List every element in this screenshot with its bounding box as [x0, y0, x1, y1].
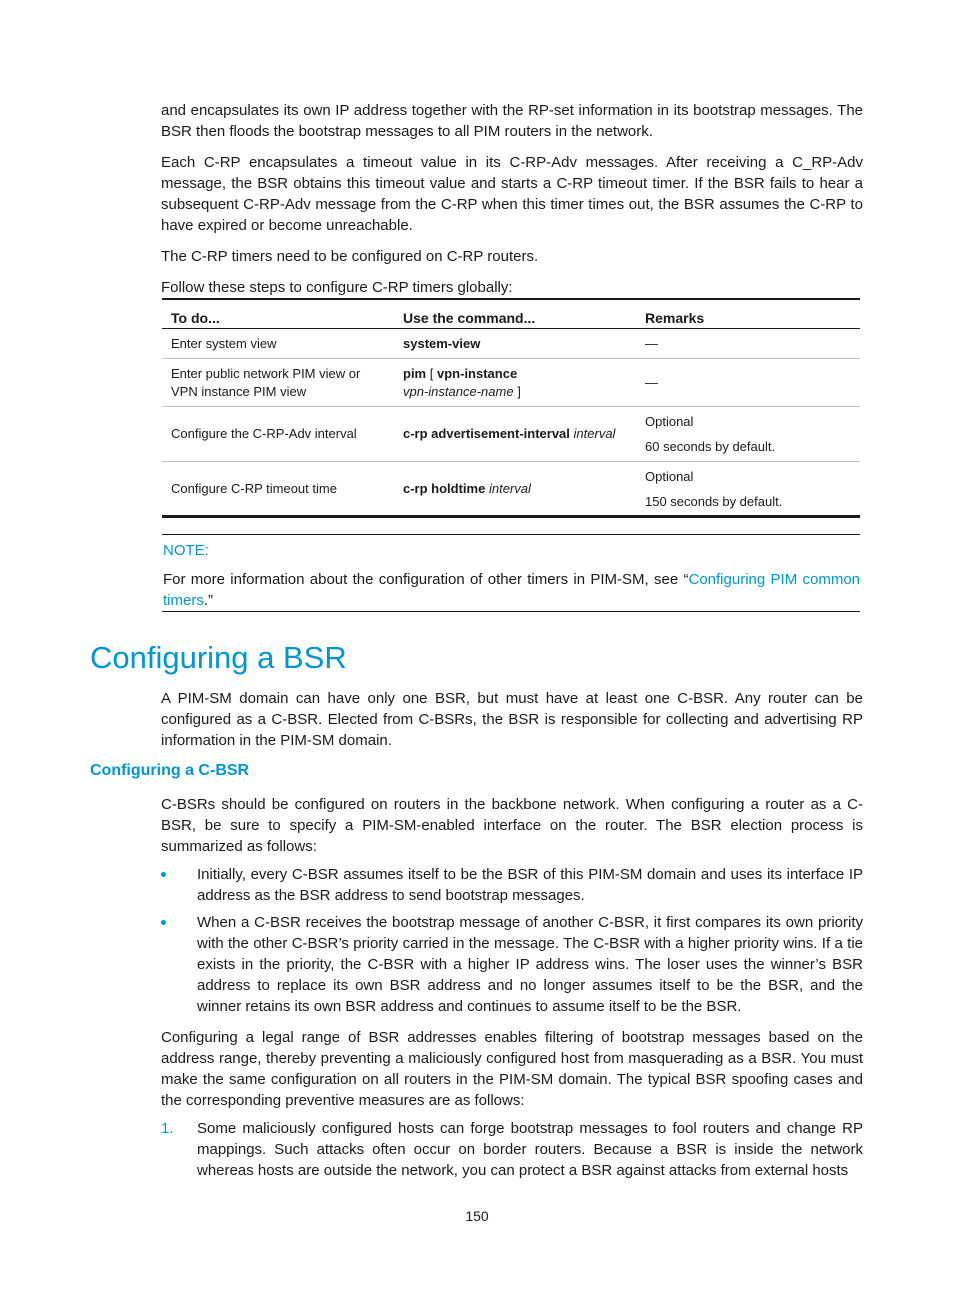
command-argument: vpn-instance-name	[403, 383, 514, 399]
note-text	[163, 569, 860, 611]
list-item-text: Initially, every C-BSR assumes itself to be the BSR of this PIM-SM domain and uses its interface IP address as the BSR address to send bootstrap messages.	[197, 866, 863, 904]
paragraph: Follow these steps to configure C-RP timers globally:	[161, 279, 513, 296]
table-cell: —	[636, 329, 860, 359]
note-label: NOTE:	[163, 542, 209, 559]
table-row	[162, 329, 860, 359]
paragraph: Configuring a legal range of BSR addresses enables filtering of bootstrap messages based on the address range, thereby preventing a maliciously configured host from masquerading as a BSR. You must make the same configuration on all routers in the PIM-SM domain. The typical BSR spoofing cases and the corresponding preventive measures are as follows:	[161, 1029, 863, 1109]
list-item-text: Some maliciously configured hosts can forge bootstrap messages to fool routers and change RP mappings. Such attacks often occur on border routers. Because a BSR is inside the network whereas hosts are outside the network, you can protect a BSR against attacks from external hosts	[197, 1120, 863, 1179]
table-header: To do...	[162, 299, 394, 329]
list-item	[161, 864, 863, 906]
table-cell	[394, 462, 636, 517]
command-text: system-view	[403, 335, 481, 351]
remark-line: 150 seconds by default.	[645, 493, 783, 509]
list-number: 1.	[161, 1120, 174, 1137]
section-heading: Configuring a BSR	[90, 640, 347, 675]
table-header: Remarks	[636, 299, 860, 329]
command-argument: interval	[488, 480, 531, 496]
paragraph: C-BSRs should be configured on routers in the backbone network. When configuring a router as a C-BSR, be sure to specify a PIM-SM-enabled interface on the router. The BSR election process is summarized as follows:	[161, 796, 863, 855]
table-cell: Configure the C-RP-Adv interval	[162, 407, 394, 462]
command-bracket: ]	[517, 383, 521, 399]
list-item-text: When a C-BSR receives the bootstrap message of another C-BSR, it first compares its own priority with the other C-BSR’s priority carried in the message. The C-BSR with a higher priority wins. If a tie exists in the priority, the C-BSR with a higher IP address wins. The loser uses the winner’s BSR address to replace its own BSR address and no longer assumes itself to be the BSR, and the winner retains its own BSR address and continues to assume itself to be the BSR.	[197, 914, 863, 1015]
table-header: Use the command...	[394, 299, 636, 329]
table-cell	[394, 407, 636, 462]
table-cell: Enter public network PIM view or VPN instance PIM view	[162, 359, 394, 407]
bullet-icon	[161, 872, 166, 877]
command-argument: interval	[573, 426, 616, 441]
page-number: 150	[465, 1208, 489, 1224]
table-cell	[636, 407, 860, 462]
table-cell: Configure C-RP timeout time	[171, 480, 337, 496]
paragraph: A PIM-SM domain can have only one BSR, but must have at least one C-BSR. Any router can be configured as a C-BSR. Elected from C-BSRs, the BSR is responsible for collecting and advertising RP information in the PIM-SM domain.	[161, 690, 863, 749]
configuring-pim-common-timers-link[interactable]: Configuring PIM common timers	[163, 571, 861, 609]
table-row	[162, 462, 860, 517]
subsection-heading: Configuring a C-BSR	[90, 762, 250, 779]
paragraph: and encapsulates its own IP address together with the RP-set information in its bootstrap messages. The BSR then floods the bootstrap messages to all PIM routers in the network.	[161, 102, 863, 140]
table-cell	[636, 462, 860, 517]
command-bracket: [	[429, 365, 434, 381]
bullet-icon	[161, 920, 166, 925]
table-row	[162, 407, 860, 462]
table-cell	[394, 359, 636, 407]
command-text: vpn-instance	[437, 365, 518, 381]
table-header-row	[162, 299, 860, 329]
numbered-item	[161, 1118, 863, 1181]
note-box	[162, 534, 860, 612]
remark-line: Optional	[645, 468, 694, 484]
remark-line: 60 seconds by default.	[645, 439, 776, 454]
list-item	[161, 912, 863, 1017]
table-row	[162, 359, 860, 407]
command-text: pim	[403, 365, 427, 381]
command-text: c-rp advertisement-interval	[403, 426, 570, 441]
paragraph: Each C-RP encapsulates a timeout value in its C-RP-Adv messages. After receiving a C_RP-Adv message, the BSR obtains this timeout value and starts a C-RP timeout timer. If the BSR fails to hear a subsequent C-RP-Adv message from the C-RP when this timer times out, the BSR assumes the C-RP to have expired or become unreachable.	[161, 154, 863, 234]
remark-line: Optional	[645, 414, 694, 429]
command-table	[162, 298, 860, 518]
paragraph: The C-RP timers need to be configured on C-RP routers.	[161, 248, 539, 265]
note-text-part: For more information about the configuration of other timers in PIM-SM, see “	[163, 571, 689, 588]
table-cell: Enter system view	[162, 329, 394, 359]
note-text-part: .”	[203, 592, 214, 609]
table-cell: —	[636, 359, 860, 407]
command-text: c-rp holdtime	[403, 480, 486, 496]
table-cell	[394, 329, 636, 359]
